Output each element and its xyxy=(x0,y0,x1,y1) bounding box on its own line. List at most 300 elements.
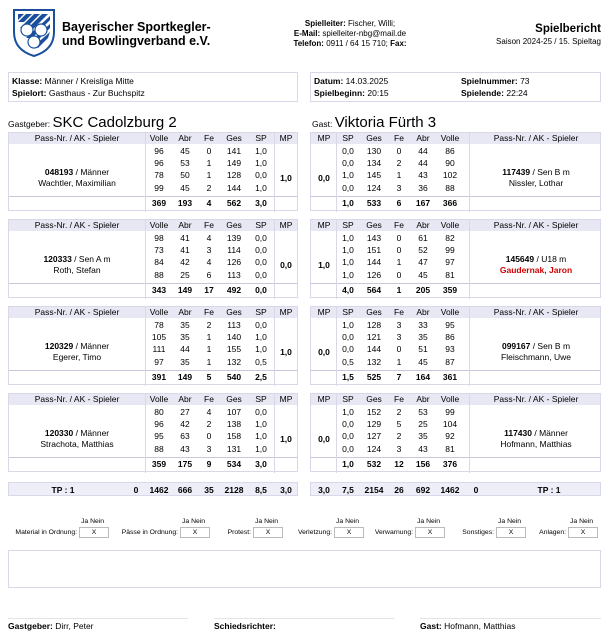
signature-line-home xyxy=(8,618,188,619)
header-mp: MP xyxy=(279,394,293,404)
player-age-class: / Männer xyxy=(73,428,110,438)
sum-volle: 361 xyxy=(442,372,458,382)
throw-fe: 4 xyxy=(206,233,212,243)
home-player-block xyxy=(8,306,298,385)
throw-fe: 0 xyxy=(396,269,402,280)
home-total-volle: 1462 xyxy=(149,485,169,495)
spielort: Gasthaus - Zur Buchspitz xyxy=(48,87,145,98)
column-separator xyxy=(145,133,146,212)
player-info xyxy=(471,428,601,450)
throw-sp: 1,0 xyxy=(255,431,267,442)
away-total-volle: 1462 xyxy=(440,485,460,495)
sum-divider xyxy=(9,283,297,284)
column-separator xyxy=(145,307,146,386)
throw-volle: 80 xyxy=(154,407,164,417)
header-sp: SP xyxy=(255,220,267,230)
match-info-right xyxy=(310,72,601,102)
header-fe: Fe xyxy=(204,133,214,143)
throw-sp: 0,0 xyxy=(255,257,267,268)
header-abr: Abr xyxy=(178,307,192,317)
throw-abr: 35 xyxy=(180,356,190,367)
throw-volle: 97 xyxy=(154,356,164,367)
header-volle: Volle xyxy=(149,133,169,143)
spielnummer-label: Spielnummer: xyxy=(461,76,518,86)
throw-ges: 149 xyxy=(226,158,242,169)
throw-abr: 41 xyxy=(180,245,190,256)
player-mp: 0,0 xyxy=(318,347,330,357)
throw-abr: 35 xyxy=(418,431,428,442)
throw-ges: 140 xyxy=(226,332,242,343)
throw-sp: 0,0 xyxy=(255,269,267,280)
org-name xyxy=(62,20,211,48)
header-volle: Volle xyxy=(440,394,460,404)
throw-sp: 1,0 xyxy=(255,443,267,454)
header-abr: Abr xyxy=(178,394,192,404)
throw-sp: 1,0 xyxy=(342,245,354,256)
player-age-class: / Sen B m xyxy=(530,341,571,351)
player-name: Roth, Stefan xyxy=(53,265,101,275)
fax-label: Fax: xyxy=(390,39,407,48)
player-pass-number: 120330 xyxy=(44,428,74,438)
check-box[interactable]: X xyxy=(496,527,526,538)
sum-abr: 149 xyxy=(177,285,193,295)
throw-fe: 0 xyxy=(206,146,212,156)
throw-ges: 124 xyxy=(366,443,382,454)
away-tp: TP : 1 xyxy=(537,485,561,495)
spielende: 22:24 xyxy=(506,87,528,98)
throw-ges: 126 xyxy=(226,257,242,268)
sum-divider xyxy=(311,283,600,284)
throw-abr: 44 xyxy=(418,146,428,156)
throw-abr: 53 xyxy=(418,407,428,417)
header-sp: SP xyxy=(255,394,267,404)
player-name: Fleischmann, Uwe xyxy=(501,352,571,362)
throw-sp: 0,0 xyxy=(342,344,354,355)
header-fe: Fe xyxy=(204,307,214,317)
block-header xyxy=(9,220,297,231)
throw-ges: 151 xyxy=(366,245,382,256)
throw-sp: 0,0 xyxy=(342,431,354,442)
throw-sp: 1,0 xyxy=(342,320,354,330)
throw-abr: 35 xyxy=(180,320,190,330)
signature-line-away xyxy=(420,618,601,619)
signature-home xyxy=(8,620,94,632)
ja-nein-header: Ja Nein xyxy=(182,518,206,525)
block-header xyxy=(311,394,600,405)
player-info xyxy=(471,341,601,363)
home-team-line xyxy=(8,114,177,131)
throw-abr: 52 xyxy=(418,245,428,256)
sum-abr: 167 xyxy=(415,198,431,208)
throw-ges: 139 xyxy=(226,233,242,243)
player-info xyxy=(9,254,145,276)
player-mp: 1,0 xyxy=(280,173,292,183)
throw-fe: 3 xyxy=(206,443,212,454)
throw-abr: 45 xyxy=(418,269,428,280)
throw-volle: 88 xyxy=(445,182,455,193)
throw-abr: 42 xyxy=(180,257,190,268)
header-ges: Ges xyxy=(366,307,382,317)
home-total-mp: 3,0 xyxy=(280,485,292,495)
column-separator xyxy=(274,394,275,473)
throw-fe: 1 xyxy=(206,344,212,355)
sum-fe: 7 xyxy=(396,372,402,382)
throw-sp: 0,0 xyxy=(342,182,354,193)
throw-abr: 35 xyxy=(418,332,428,343)
player-name: Strachota, Matthias xyxy=(40,439,114,449)
header-player: Pass-Nr. / AK - Spieler xyxy=(34,220,120,230)
check-label: Sonstiges: xyxy=(462,529,494,536)
season: Saison 2024-25 / 15. Spieltag xyxy=(496,37,601,46)
home-total-sp: 8,5 xyxy=(255,485,267,495)
throw-fe: 1 xyxy=(206,332,212,343)
sum-divider xyxy=(9,370,297,371)
header-sp: SP xyxy=(255,133,267,143)
column-separator xyxy=(145,220,146,299)
throw-abr: 27 xyxy=(180,407,190,417)
column-separator xyxy=(336,220,337,299)
throw-fe: 4 xyxy=(206,257,212,268)
block-header xyxy=(9,307,297,318)
bskv-logo xyxy=(10,6,58,58)
throw-ges: 114 xyxy=(227,245,241,256)
sum-ges: 525 xyxy=(366,372,382,382)
throw-ges: 107 xyxy=(226,407,242,417)
header-ges: Ges xyxy=(226,394,242,404)
throw-sp: 1,0 xyxy=(342,269,354,280)
throw-volle: 95 xyxy=(445,320,455,330)
check-label: Verwarnung: xyxy=(374,529,413,536)
throw-volle: 99 xyxy=(445,407,455,417)
header-mp: MP xyxy=(279,133,293,143)
sum-sp: 4,0 xyxy=(342,285,354,295)
header-player: Pass-Nr. / AK - Spieler xyxy=(34,133,120,143)
player-name: Gaudernak, Jaron xyxy=(499,265,573,275)
throw-sp: 0,5 xyxy=(255,356,267,367)
throw-abr: 45 xyxy=(180,182,190,193)
report-title-block xyxy=(441,22,601,47)
throw-sp: 1,0 xyxy=(342,233,354,243)
header-player: Pass-Nr. / AK - Spieler xyxy=(34,307,120,317)
sum-ges: 534 xyxy=(226,459,242,469)
column-separator xyxy=(469,220,470,299)
column-separator xyxy=(336,133,337,212)
header-ges: Ges xyxy=(226,220,242,230)
sum-volle: 369 xyxy=(151,198,167,208)
sum-sp: 3,0 xyxy=(255,459,267,469)
player-age-class: / Männer xyxy=(532,428,568,438)
throw-volle: 92 xyxy=(445,431,455,442)
throw-fe: 2 xyxy=(206,419,212,430)
throw-ges: 113 xyxy=(227,320,241,330)
away-label: Gast: xyxy=(312,119,333,129)
throw-abr: 45 xyxy=(418,356,428,367)
remarks-box[interactable] xyxy=(8,550,601,588)
player-pass-line xyxy=(471,341,601,352)
player-pass-number: 117430 xyxy=(504,428,532,438)
throw-ges: 158 xyxy=(226,431,242,442)
header-ges: Ges xyxy=(366,133,382,143)
header-fe: Fe xyxy=(394,133,404,143)
check-label: Anlagen: xyxy=(539,529,566,536)
sum-sp: 1,5 xyxy=(342,372,354,382)
throw-ges: 138 xyxy=(226,419,242,430)
spielleiter-label: Spielleiter: xyxy=(304,19,346,28)
spielort-label: Spielort: xyxy=(12,87,47,98)
throw-ges: 143 xyxy=(366,233,382,243)
header-fe: Fe xyxy=(394,307,404,317)
sum-divider xyxy=(311,457,600,458)
player-pass-number: 120329 xyxy=(44,341,74,351)
email-label: E-Mail: xyxy=(293,29,321,38)
throw-sp: 1,0 xyxy=(255,158,267,169)
throw-abr: 41 xyxy=(180,233,190,243)
throw-fe: 1 xyxy=(396,257,402,268)
player-pass-line xyxy=(9,428,145,439)
throw-fe: 3 xyxy=(396,443,402,454)
away-player-block xyxy=(310,393,601,472)
throw-volle: 84 xyxy=(154,257,164,268)
header-volle: Volle xyxy=(440,220,460,230)
sum-fe: 5 xyxy=(206,372,212,382)
sum-fe: 1 xyxy=(396,285,402,295)
throw-ges: 127 xyxy=(366,431,382,442)
throw-ges: 145 xyxy=(366,170,382,181)
header-sp: SP xyxy=(342,133,354,143)
home-totals xyxy=(8,482,298,496)
gastgeber-sig-name: Dirr, Peter xyxy=(55,621,94,631)
org-line1: Bayerischer Sportkegler- xyxy=(62,20,211,34)
away-player-block xyxy=(310,219,601,298)
check-row xyxy=(8,518,601,542)
header-player: Pass-Nr. / AK - Spieler xyxy=(493,220,579,230)
sum-divider xyxy=(311,196,600,197)
sum-volle: 391 xyxy=(151,372,167,382)
throw-fe: 5 xyxy=(396,419,402,430)
throw-abr: 25 xyxy=(418,419,428,430)
throw-ges: 132 xyxy=(366,356,382,367)
check-box[interactable]: X xyxy=(568,527,598,538)
home-total-zero: 0 xyxy=(133,485,139,495)
sum-sp: 1,0 xyxy=(342,459,354,469)
match-info-left xyxy=(8,72,298,102)
header-mp: MP xyxy=(317,220,331,230)
player-age-class: / Sen A m xyxy=(71,254,111,264)
header-abr: Abr xyxy=(416,220,430,230)
away-totals xyxy=(310,482,601,496)
home-player-block xyxy=(8,393,298,472)
ja-nein-header: Ja Nein xyxy=(417,518,441,525)
throw-sp: 0,0 xyxy=(342,419,354,430)
throw-sp: 0,0 xyxy=(255,170,267,181)
block-header xyxy=(311,220,600,231)
throw-fe: 3 xyxy=(206,245,212,256)
ja-nein-header: Ja Nein xyxy=(498,518,522,525)
player-pass-number: 117439 xyxy=(502,167,531,177)
telefon: 0911 / 64 15 710; xyxy=(326,39,388,48)
throw-volle: 90 xyxy=(445,158,455,169)
spielnummer: 73 xyxy=(520,76,530,86)
header-mp: MP xyxy=(279,220,293,230)
sum-ges: 540 xyxy=(226,372,242,382)
header-ges: Ges xyxy=(226,133,242,143)
throw-ges: 129 xyxy=(366,419,382,430)
throw-volle: 104 xyxy=(442,419,458,430)
org-line2: und Bowlingverband e.V. xyxy=(62,34,211,48)
throw-ges: 126 xyxy=(366,269,382,280)
check-box[interactable]: X xyxy=(180,527,210,538)
check-box[interactable]: X xyxy=(334,527,364,538)
player-pass-number: 145649 xyxy=(505,254,535,264)
throw-sp: 1,0 xyxy=(255,419,267,430)
player-mp: 1,0 xyxy=(280,434,292,444)
check-box[interactable]: X xyxy=(253,527,283,538)
throw-ges: 131 xyxy=(226,443,242,454)
header-ges: Ges xyxy=(366,220,382,230)
sum-abr: 205 xyxy=(415,285,431,295)
header-fe: Fe xyxy=(394,220,404,230)
throw-volle: 97 xyxy=(445,257,455,268)
throw-volle: 88 xyxy=(154,443,164,454)
header-volle: Volle xyxy=(149,307,169,317)
player-info xyxy=(9,167,145,189)
header-fe: Fe xyxy=(204,394,214,404)
throw-volle: 82 xyxy=(445,233,455,243)
signature-referee xyxy=(214,620,276,632)
throw-fe: 6 xyxy=(206,269,212,280)
player-name: Hofmann, Matthias xyxy=(500,439,572,449)
datum: 14.03.2025 xyxy=(345,76,389,86)
sum-ges: 562 xyxy=(226,198,242,208)
throw-fe: 1 xyxy=(396,170,402,181)
klasse: Männer / Kreisliga Mitte xyxy=(44,76,134,86)
throw-fe: 1 xyxy=(206,170,212,181)
sum-sp: 2,5 xyxy=(255,372,267,382)
player-mp: 0,0 xyxy=(280,260,292,270)
throw-ges: 113 xyxy=(227,269,241,280)
home-total-abr: 666 xyxy=(177,485,193,495)
throw-sp: 0,0 xyxy=(255,233,267,243)
gast-sig-label: Gast: xyxy=(420,621,442,631)
throw-fe: 2 xyxy=(396,158,402,169)
throw-fe: 1 xyxy=(396,356,402,367)
sum-divider xyxy=(9,457,297,458)
away-player-block xyxy=(310,306,601,385)
throw-abr: 35 xyxy=(180,332,190,343)
column-separator xyxy=(274,307,275,386)
throw-volle: 86 xyxy=(445,146,455,156)
throw-fe: 2 xyxy=(206,182,212,193)
throw-volle: 102 xyxy=(442,170,458,181)
player-pass-line xyxy=(471,254,601,265)
player-name: Nissler, Lothar xyxy=(508,178,564,188)
sum-abr: 149 xyxy=(177,372,193,382)
throw-volle: 73 xyxy=(154,245,164,256)
check-label: Material in Ordnung: xyxy=(15,529,77,536)
throw-ges: 155 xyxy=(226,344,242,355)
player-age-class: / Männer xyxy=(73,167,110,177)
player-pass-line xyxy=(471,167,601,178)
player-info xyxy=(471,254,601,276)
check-label: Protest: xyxy=(227,529,251,536)
block-header xyxy=(311,307,600,318)
throw-sp: 1,0 xyxy=(342,170,354,181)
away-total-mp: 3,0 xyxy=(318,485,330,495)
ja-nein-header: Ja Nein xyxy=(570,518,594,525)
sum-fe: 17 xyxy=(204,285,214,295)
sum-sp: 0,0 xyxy=(255,285,267,295)
column-separator xyxy=(336,307,337,386)
away-total-zero: 0 xyxy=(473,485,479,495)
throw-abr: 45 xyxy=(180,146,190,156)
contact-block xyxy=(245,19,455,49)
throw-abr: 51 xyxy=(418,344,428,355)
throw-sp: 0,0 xyxy=(342,146,354,156)
sum-abr: 193 xyxy=(177,198,193,208)
throw-ges: 121 xyxy=(366,332,382,343)
gastgeber-sig-label: Gastgeber: xyxy=(8,621,53,631)
player-age-class: / U18 m xyxy=(534,254,567,264)
sum-abr: 164 xyxy=(415,372,431,382)
header-volle: Volle xyxy=(149,220,169,230)
player-mp: 1,0 xyxy=(280,347,292,357)
throw-abr: 47 xyxy=(418,257,428,268)
throw-volle: 88 xyxy=(154,269,164,280)
away-total-fe: 26 xyxy=(394,485,404,495)
header-abr: Abr xyxy=(178,220,192,230)
throw-abr: 36 xyxy=(418,182,428,193)
throw-ges: 152 xyxy=(366,407,382,417)
ja-nein-header: Ja Nein xyxy=(81,518,105,525)
throw-sp: 0,0 xyxy=(255,320,267,330)
throw-fe: 0 xyxy=(396,245,402,256)
throw-sp: 1,0 xyxy=(255,332,267,343)
report-title: Spielbericht xyxy=(535,23,601,35)
header-sp: SP xyxy=(342,220,354,230)
check-box[interactable]: X xyxy=(415,527,445,538)
column-separator xyxy=(469,394,470,473)
throw-ges: 144 xyxy=(366,257,382,268)
column-separator xyxy=(469,307,470,386)
header-sp: SP xyxy=(255,307,267,317)
klasse-label: Klasse: xyxy=(12,76,43,86)
throw-volle: 98 xyxy=(154,233,164,243)
sum-ges: 533 xyxy=(366,198,382,208)
header-mp: MP xyxy=(317,307,331,317)
sum-volle: 343 xyxy=(151,285,167,295)
player-pass-line xyxy=(9,167,145,178)
ja-nein-header: Ja Nein xyxy=(255,518,279,525)
check-box[interactable]: X xyxy=(79,527,109,538)
throw-ges: 128 xyxy=(366,320,382,330)
email-link[interactable]: spielleiter-nbg@mail.de xyxy=(322,29,407,38)
datum-label: Datum: xyxy=(314,76,344,86)
header-volle: Volle xyxy=(440,307,460,317)
throw-volle: 78 xyxy=(154,320,164,330)
header-sp: SP xyxy=(342,394,354,404)
home-player-block xyxy=(8,219,298,298)
home-tp: TP : 1 xyxy=(51,485,75,495)
check-label: Verletzung: xyxy=(297,529,332,536)
throw-fe: 2 xyxy=(396,407,402,417)
throw-ges: 132 xyxy=(226,356,242,367)
throw-fe: 0 xyxy=(396,146,402,156)
sum-fe: 4 xyxy=(206,198,212,208)
away-total-abr: 692 xyxy=(415,485,431,495)
column-separator xyxy=(336,394,337,473)
throw-sp: 0,0 xyxy=(255,407,267,417)
telefon-label: Telefon: xyxy=(293,39,324,48)
